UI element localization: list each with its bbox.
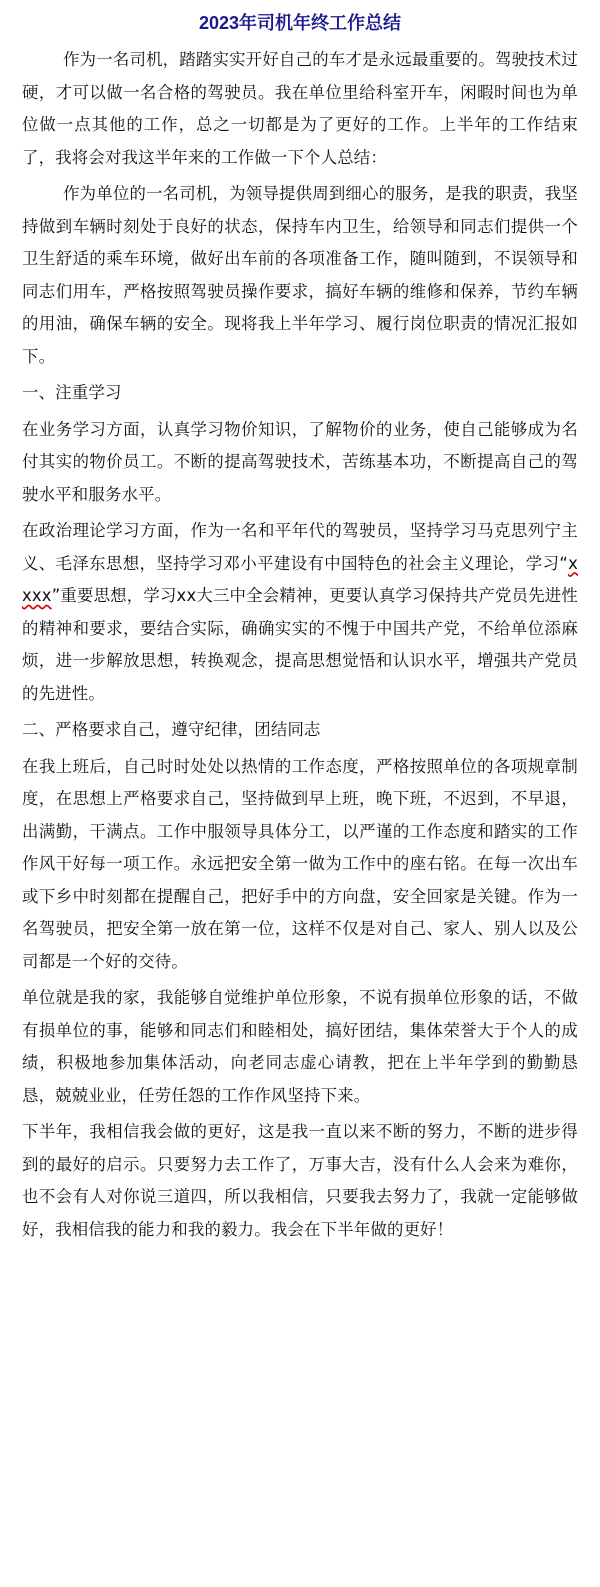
unity-paragraph: 单位就是我的家，我能够自觉维护单位形象，不说有损单位形象的话，不做有损单位的事，能够和同志们和睦相处，搞好团结，集体荣誉大于个人的成绩，积极地参加集体活动，向老同志虚心请教，把在上半年学到的勤勤恳恳，兢兢业业，任劳任怨的工作作风坚持下来。 <box>22 988 578 1105</box>
section-heading-study: 一、注重学习 <box>22 383 122 402</box>
intro-paragraph: 作为一名司机，踏踏实实开好自己的车才是永远最重要的。驾驶技术过硬，才可以做一名合格的驾驶员。我在单位里给科室开车，闲暇时间也为单位做一点其他的工作，总之一切都是为了更好的工作。上半年的工作结束了，我将会对我这半年来的工作做一下个人总结： <box>22 50 578 167</box>
duty-paragraph: 作为单位的一名司机，为领导提供周到细心的服务，是我的职责，我坚持做到车辆时刻处于良好的状态，保持车内卫生，给领导和同志们提供一个卫生舒适的乘车环境，做好出车前的各项准备工作，随叫随到，不误领导和同志们用车，严格按照驾驶员操作要求，搞好车辆的维修和保养，节约车辆的用油，确保车辆的安全。现将我上半年学习、履行岗位职责的情况汇报如下。 <box>22 184 578 366</box>
political-study-paragraph <box>22 515 578 710</box>
spellcheck-marked-word: xxxx <box>22 553 578 605</box>
political-study-text-after: ”重要思想，学习xx大三中全会精神，更要认真学习保持共产党员先进性的精神和要求，要结合实际，确确实实的不愧于中国共产党，不给单位添麻烦，进一步解放思想，转换观念，提高思想觉悟和认识水平，增强共产党员的先进性。 <box>22 586 578 703</box>
section-heading-discipline: 二、严格要求自己，遵守纪律，团结同志 <box>22 720 321 739</box>
business-study-paragraph: 在业务学习方面，认真学习物价知识，了解物价的业务，使自己能够成为名付其实的物价员工。不断的提高驾驶技术，苦练基本功，不断提高自己的驾驶水平和服务水平。 <box>22 419 578 504</box>
outlook-paragraph: 下半年，我相信我会做的更好，这是我一直以来不断的努力，不断的进步得到的最好的启示。只要努力去工作了，万事大吉，没有什么人会来为难你，也不会有人对你说三道四，所以我相信，只要我去努力了，我就一定能够做好，我相信我的能力和我的毅力。我会在下半年做的更好！ <box>22 1122 578 1239</box>
political-study-text-before: 在政治理论学习方面，作为一名和平年代的驾驶员，坚持学习马克思列宁主义、毛泽东思想，坚持学习邓小平建设有中国特色的社会主义理论，学习“ <box>22 521 578 573</box>
discipline-paragraph: 在我上班后，自己时时处处以热情的工作态度，严格按照单位的各项规章制度，在思想上严格要求自己，坚持做到早上班，晚下班，不迟到，不早退，出满勤，干满点。工作中服领导具体分工，以严谨的工作态度和踏实的工作作风干好每一项工作。永远把安全第一做为工作中的座右铭。在每一次出车或下乡中时刻都在提醒自己，把好手中的方向盘，安全回家是关键。作为一名驾驶员，把安全第一放在第一位，这样不仅是对自己、家人、别人以及公司都是一个好的交待。 <box>22 756 578 971</box>
document-title: 2023年司机年终工作总结 <box>198 13 402 33</box>
